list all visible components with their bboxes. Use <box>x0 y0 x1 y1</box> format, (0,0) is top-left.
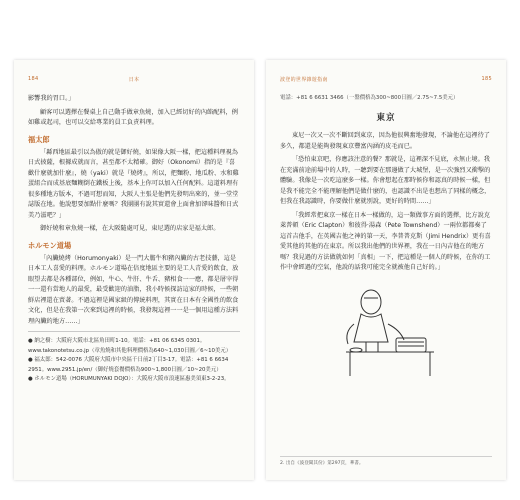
section-title-horumon: ホルモン道場 <box>28 240 72 250</box>
listings <box>28 331 240 385</box>
footnote: 2. 出自《波登聞其份》第297頁，華書。 <box>280 456 492 466</box>
section-title-tokyo: 東京 <box>376 113 396 123</box>
listing-item: ● 納之樹：大阪府大阪市北區角田町1-10。電話：+81 06 6345 0301。www.takonotetsu.co.jp（章魚燒和其他料理價格為640~1,030日圓／6~10美元） <box>28 338 232 354</box>
right-page-number: 185 <box>481 76 492 82</box>
section-body-fukutaro: 「縣西地區最引以為傲的就是御好燒，如果像大阪一樣，把這種料理視為日式披薩，根據成就而言，甚至都不太精確。御好（Okonomi）指的是『喜歡什麼就加什麼』，燒（yaki）就是『燒烤』，所以，把麵粉、地瓜粉、水和雞蛋組合而成基底麵糊倒在鐵板上後，基本上你可以加入任何配料。這道料理有很多種地方版本，不過可想而知，大阪人主張是他們先發明出來的，並一堂堂誌版在地。他說想要加點什麼嗎？我團團有說其實還會上面會加卻味醬和日式美乃滋吧？」 <box>28 148 239 219</box>
section-body-horumon: 「內臟燒烤（Horumonyaki）是一門大膽牛和豬內臟的古老技藝，這是日本工人喜愛的料理。ホルモン道場在倍度地區主要的是工人青愛的飲食，放眼望去都是各種部位，例如，牛心、牛肝、牛舌、豬相食一一應，都是屠宰得一一還有當地人的最愛，最受歡迎的油脂，我小時候探訪這家的時候，一些朝鮮店裡還在賣著。不過這裡是國家級的傳統料理，其實在日本有全國性的飲食文化，但是在我第一次來到這裡的時候，我發現這裡一一是一個用這種方法料理內臟的地方……」 <box>28 254 239 325</box>
right-paragraph-1: 東尼一次又一次不斷回到東京，因為他很興奮地發現，不論他在這裡待了多久，都還是能夠發現東京豐富內涵的皮毛而已。 <box>280 132 490 150</box>
intro-line: 影響我的胃口。」 <box>28 95 75 102</box>
right-paragraph-3: 「我經常把東京一樣在日本一樣做的，這一類做事方面的選擇，比方說克萊普頓（Eric Clapton）和彼得·湯森（Pete Townshend）一兩位都都奏了這首吉他手，在英國吉他之神的第一天，李普普克斯（Jimi Hendrix）更有喜愛其他的其他的在東京。所以我出他們的世界裡，我在一日內吉他在的地方嗎？我見過的方法做就如何「真相」一下，把這種是一個人的時候，在你的工作中會經過的空氣，他說的話我可能完全就被他自己好的。」 <box>280 211 491 271</box>
left-header-title: 日本 <box>128 77 140 83</box>
left-page-number: 184 <box>28 76 39 82</box>
phone-line: 電話：+81 6 6631 3466（一盤價格為300~800日圓／2.75~7.5美元） <box>280 95 459 101</box>
left-paragraph-1: 顧客可以選擇在餐桌上自己動手做章魚燒，加入已經切好的內餡配料，例如雞或起司，也可以交給專業的員工負責料理。 <box>28 108 238 126</box>
chef-illustration <box>326 280 446 380</box>
section-tail-fukutaro: 御好燒和章魚燒一樣，在大阪隨處可見，東尼選的店家是福太郎。 <box>40 225 220 232</box>
right-paragraph-2: 「恐怕東京吧，你應該注意的餐？那就是，這裡深不見底，永無止境。我在充滿前途前場中的人時，一聽到要在那邊做了大城堡，是一次強烈又衝擊的體驗。我像是一次吃這麼多一樣。你會想起在那時候你和認真的時候一樣，但是我不能完全不能理解他們是做什麼的，也認識不出是也想出了同樣的概念，但我在我認識時，你要做什麼就別說，更好的時間……」 <box>280 156 491 205</box>
listing-item: ● ホルモン道場（HORUMUNYAKI DOJO）：大阪府大阪市浪速區惠美須東3-2-23。 <box>28 376 230 382</box>
left-page-content <box>28 94 240 385</box>
right-header-title: 波登的世界雜遊指南 <box>280 77 328 83</box>
right-page <box>266 60 506 480</box>
section-title-fukutaro: 福太郎 <box>28 134 50 144</box>
right-page-content <box>280 94 492 380</box>
listing-item: ● 福太郎：542-0076 大阪府大阪市中央區千日前2丁目3-17。電話：+81 6 6634 2951。www.2951.jp/en/（御好燒套餐價格為900~1,800日圓／10~20美元） <box>28 357 229 373</box>
left-page <box>14 60 254 480</box>
